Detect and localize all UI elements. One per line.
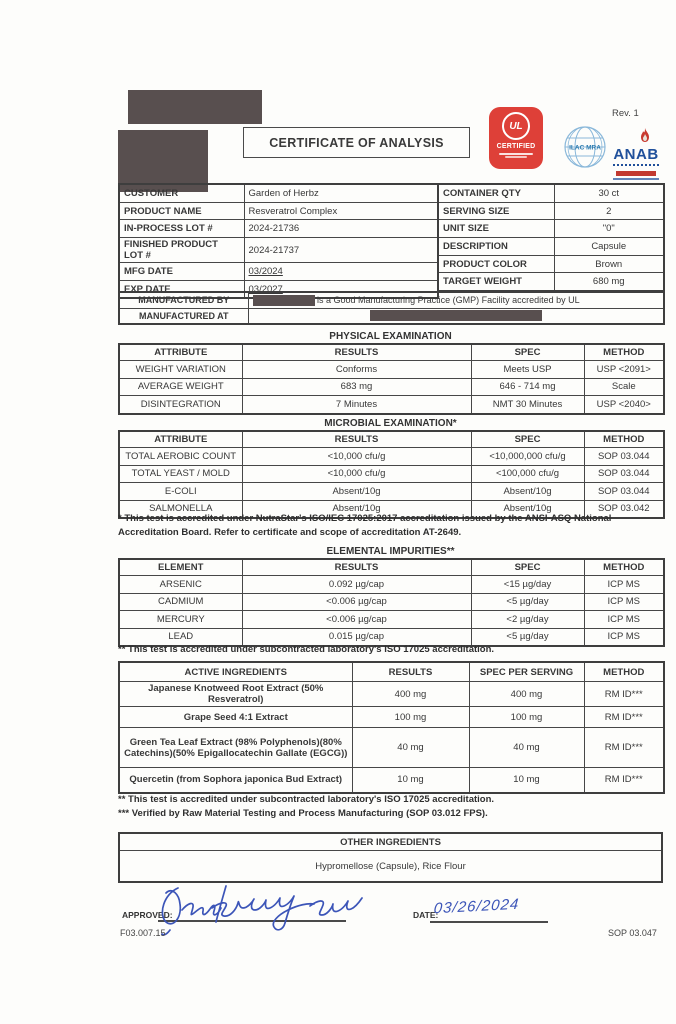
approved-label: APPROVED: — [122, 910, 173, 920]
manufactured-at-label: MANUFACTURED AT — [119, 308, 248, 324]
column-header: RESULTS — [352, 662, 469, 682]
anab-tagline-line — [613, 164, 659, 169]
spec-cell: NMT 30 Minutes — [471, 396, 584, 414]
form-number: F03.007.15 — [120, 928, 166, 938]
method-cell: ICP MS — [584, 576, 664, 594]
method-cell: Scale — [584, 378, 664, 396]
spec-cell: <2 µg/day — [471, 611, 584, 629]
other-ingredients-value: Hypromellose (Capsule), Rice Flour — [119, 851, 662, 883]
table-row — [438, 255, 664, 273]
microbial-section-title: MICROBIAL EXAMINATION* — [324, 418, 457, 429]
spec-cell: 10 mg — [469, 768, 584, 793]
microbial-table — [118, 430, 665, 519]
results-cell: 10 mg — [352, 768, 469, 793]
ilac-mra-label: ILAC MRA — [569, 144, 601, 152]
table-row — [438, 202, 664, 220]
table-row — [438, 238, 664, 256]
spec-cell: 400 mg — [469, 682, 584, 707]
table-row — [119, 465, 664, 483]
revision-label: Rev. 1 — [612, 108, 639, 119]
spec-cell: <5 µg/day — [471, 628, 584, 646]
table-header-row — [119, 662, 664, 682]
method-cell: ICP MS — [584, 628, 664, 646]
redacted-address — [370, 310, 542, 321]
table-row — [119, 396, 664, 414]
date-line — [430, 921, 548, 923]
date-value: 03/26/2024 — [432, 895, 521, 918]
table-row — [119, 483, 664, 501]
handwritten-date — [432, 895, 521, 918]
method-cell: RM ID*** — [584, 707, 664, 728]
info-value-cell: Garden of Herbz — [244, 184, 438, 202]
method-cell: USP <2091> — [584, 361, 664, 379]
table-row — [119, 707, 664, 728]
attribute-cell: TOTAL YEAST / MOLD — [119, 465, 242, 483]
ul-fine-print-line — [505, 156, 527, 158]
ingredient-name-cell: Grape Seed 4:1 Extract — [119, 707, 352, 728]
method-cell: RM ID*** — [584, 768, 664, 793]
element-cell: LEAD — [119, 628, 242, 646]
column-header: SPEC — [471, 344, 584, 361]
table-row — [119, 576, 664, 594]
element-cell: MERCURY — [119, 611, 242, 629]
results-cell: 400 mg — [352, 682, 469, 707]
method-cell: ICP MS — [584, 611, 664, 629]
info-label-cell: UNIT SIZE — [438, 220, 554, 238]
anab-flame-icon — [639, 128, 651, 143]
attribute-cell: SALMONELLA — [119, 500, 242, 518]
info-value-cell: 03/2024 — [244, 263, 438, 281]
table-row — [119, 263, 438, 281]
ingredient-name-cell: Green Tea Leaf Extract (98% Polyphenols)(80% Catechins)(50% Epigallocatechin Gallate (EGCG)) — [119, 728, 352, 768]
method-cell: SOP 03.044 — [584, 483, 664, 501]
active-ingredients-table — [118, 661, 665, 794]
column-header: ATTRIBUTE — [119, 431, 242, 448]
element-cell: CADMIUM — [119, 593, 242, 611]
elemental-footnote: ** This test is accredited under subcontracted laboratory's ISO 17025 accreditation. — [118, 644, 495, 655]
spec-cell: <15 µg/day — [471, 576, 584, 594]
results-cell: 7 Minutes — [242, 396, 471, 414]
table-row — [119, 611, 664, 629]
info-label-cell: DESCRIPTION — [438, 238, 554, 256]
attribute-cell: WEIGHT VARIATION — [119, 361, 242, 379]
info-label-cell: CUSTOMER — [119, 184, 244, 202]
table-header-row — [119, 833, 662, 851]
table-header-row — [119, 344, 664, 361]
column-header: RESULTS — [242, 344, 471, 361]
results-cell: <10,000 cfu/g — [242, 465, 471, 483]
column-header: METHOD — [584, 344, 664, 361]
spec-cell: Absent/10g — [471, 500, 584, 518]
info-value-cell: 2024-21737 — [244, 238, 438, 263]
ul-certified-label: CERTIFIED — [496, 143, 536, 150]
column-header: ELEMENT — [119, 559, 242, 576]
results-cell: <0.006 µg/cap — [242, 611, 471, 629]
method-cell: USP <2040> — [584, 396, 664, 414]
results-cell: 100 mg — [352, 707, 469, 728]
results-cell: <0.006 µg/cap — [242, 593, 471, 611]
product-info-right-table — [437, 183, 665, 292]
spec-cell: <5 µg/day — [471, 593, 584, 611]
elemental-section-title: ELEMENTAL IMPURITIES** — [326, 546, 455, 557]
handwritten-signature — [150, 870, 365, 940]
spec-cell: Absent/10g — [471, 483, 584, 501]
method-cell: SOP 03.044 — [584, 465, 664, 483]
column-header: RESULTS — [242, 431, 471, 448]
spec-cell: 100 mg — [469, 707, 584, 728]
info-label-cell: TARGET WEIGHT — [438, 273, 554, 291]
attribute-cell: DISINTEGRATION — [119, 396, 242, 414]
results-cell: <10,000 cfu/g — [242, 448, 471, 466]
table-row — [119, 448, 664, 466]
column-header: METHOD — [584, 662, 664, 682]
sop-number: SOP 03.047 — [608, 928, 657, 938]
active-footnote-1: ** This test is accredited under subcontracted laboratory's ISO 17025 accreditation. — [118, 794, 495, 805]
table-header-row — [119, 559, 664, 576]
microbial-footnote: * This test is accredited under NutraStar's ISO/IEC 17025:2017 accreditation issued by the ANSI-ASQ National Accreditation Board. Refer to certificate and scope of accreditation AT-2649. — [118, 513, 612, 538]
table-row — [119, 768, 664, 793]
info-label-cell: IN-PROCESS LOT # — [119, 220, 244, 238]
column-header: SPEC — [471, 431, 584, 448]
ingredient-name-cell: Japanese Knotweed Root Extract (50% Resveratrol) — [119, 682, 352, 707]
method-cell: RM ID*** — [584, 728, 664, 768]
anab-red-bar — [616, 171, 656, 176]
elemental-table — [118, 558, 665, 647]
physical-table — [118, 343, 665, 415]
info-value-cell: "0" — [554, 220, 664, 238]
anab-wordmark: ANAB — [613, 146, 659, 163]
results-cell: Absent/10g — [242, 483, 471, 501]
manufactured-by-text: is a Good Manufacturing Practice (GMP) Facility accredited by UL — [317, 294, 580, 305]
info-value-cell: Capsule — [554, 238, 664, 256]
info-value-cell: 03/2027 — [244, 280, 438, 298]
element-cell: ARSENIC — [119, 576, 242, 594]
manufactured-at-value — [248, 308, 664, 324]
ilac-mra-globe-icon — [563, 125, 607, 169]
attribute-cell: E-COLI — [119, 483, 242, 501]
info-label-cell: PRODUCT COLOR — [438, 255, 554, 273]
redacted-company-logo — [128, 90, 262, 124]
table-row — [119, 728, 664, 768]
results-cell: 40 mg — [352, 728, 469, 768]
table-row — [119, 184, 438, 202]
results-cell: 0.092 µg/cap — [242, 576, 471, 594]
method-cell: SOP 03.044 — [584, 448, 664, 466]
other-ingredients-title: OTHER INGREDIENTS — [119, 833, 662, 851]
spec-cell: 40 mg — [469, 728, 584, 768]
spec-cell: <100,000 cfu/g — [471, 465, 584, 483]
attribute-cell: AVERAGE WEIGHT — [119, 378, 242, 396]
anab-fine-print-line — [613, 178, 659, 180]
table-row — [438, 220, 664, 238]
column-header: ATTRIBUTE — [119, 344, 242, 361]
manufactured-by-value — [248, 292, 664, 308]
column-header: RESULTS — [242, 559, 471, 576]
results-cell: 683 mg — [242, 378, 471, 396]
table-row — [119, 202, 438, 220]
results-cell: Conforms — [242, 361, 471, 379]
info-value-cell: 2024-21736 — [244, 220, 438, 238]
manufactured-table — [118, 291, 665, 325]
table-row — [119, 361, 664, 379]
table-row — [119, 593, 664, 611]
date-label: DATE: — [413, 910, 439, 920]
table-row — [119, 682, 664, 707]
info-label-cell: CONTAINER QTY — [438, 184, 554, 202]
ul-fine-print-line — [499, 153, 533, 155]
spec-cell: 646 - 714 mg — [471, 378, 584, 396]
spec-cell: Meets USP — [471, 361, 584, 379]
ul-certified-badge — [489, 107, 543, 169]
table-header-row — [119, 431, 664, 448]
info-label-cell: EXP DATE — [119, 280, 244, 298]
method-cell: ICP MS — [584, 593, 664, 611]
info-label-cell: FINISHED PRODUCT LOT # — [119, 238, 244, 263]
page-title: CERTIFICATE OF ANALYSIS — [243, 127, 470, 158]
column-header: SPEC PER SERVING — [469, 662, 584, 682]
info-value-cell: Resveratrol Complex — [244, 202, 438, 220]
product-info-left-table — [118, 183, 439, 299]
manufactured-by-label: MANUFACTURED BY — [119, 292, 248, 308]
info-value-cell: 30 ct — [554, 184, 664, 202]
info-label-cell: SERVING SIZE — [438, 202, 554, 220]
info-label-cell: PRODUCT NAME — [119, 202, 244, 220]
info-label-cell: MFG DATE — [119, 263, 244, 281]
column-header: METHOD — [584, 431, 664, 448]
table-row — [119, 238, 438, 263]
table-row — [119, 292, 664, 308]
results-cell: Absent/10g — [242, 500, 471, 518]
table-row — [119, 220, 438, 238]
info-value-cell: Brown — [554, 255, 664, 273]
anab-logo — [607, 128, 665, 180]
column-header: SPEC — [471, 559, 584, 576]
physical-section-title: PHYSICAL EXAMINATION — [329, 331, 452, 342]
results-cell: 0.015 µg/cap — [242, 628, 471, 646]
ingredient-name-cell: Quercetin (from Sophora japonica Bud Extract) — [119, 768, 352, 793]
table-row — [438, 184, 664, 202]
redacted-company-name — [253, 295, 315, 306]
info-value-cell: 2 — [554, 202, 664, 220]
column-header: METHOD — [584, 559, 664, 576]
column-header: ACTIVE INGREDIENTS — [119, 662, 352, 682]
table-row — [119, 378, 664, 396]
active-footnote-2: *** Verified by Raw Material Testing and Process Manufacturing (SOP 03.012 FPS). — [118, 808, 488, 819]
info-value-cell: 680 mg — [554, 273, 664, 291]
spec-cell: <10,000,000 cfu/g — [471, 448, 584, 466]
ul-monogram-icon: UL — [502, 112, 530, 140]
method-cell: SOP 03.042 — [584, 500, 664, 518]
table-row — [119, 308, 664, 324]
attribute-cell: TOTAL AEROBIC COUNT — [119, 448, 242, 466]
table-row — [438, 273, 664, 291]
method-cell: RM ID*** — [584, 682, 664, 707]
